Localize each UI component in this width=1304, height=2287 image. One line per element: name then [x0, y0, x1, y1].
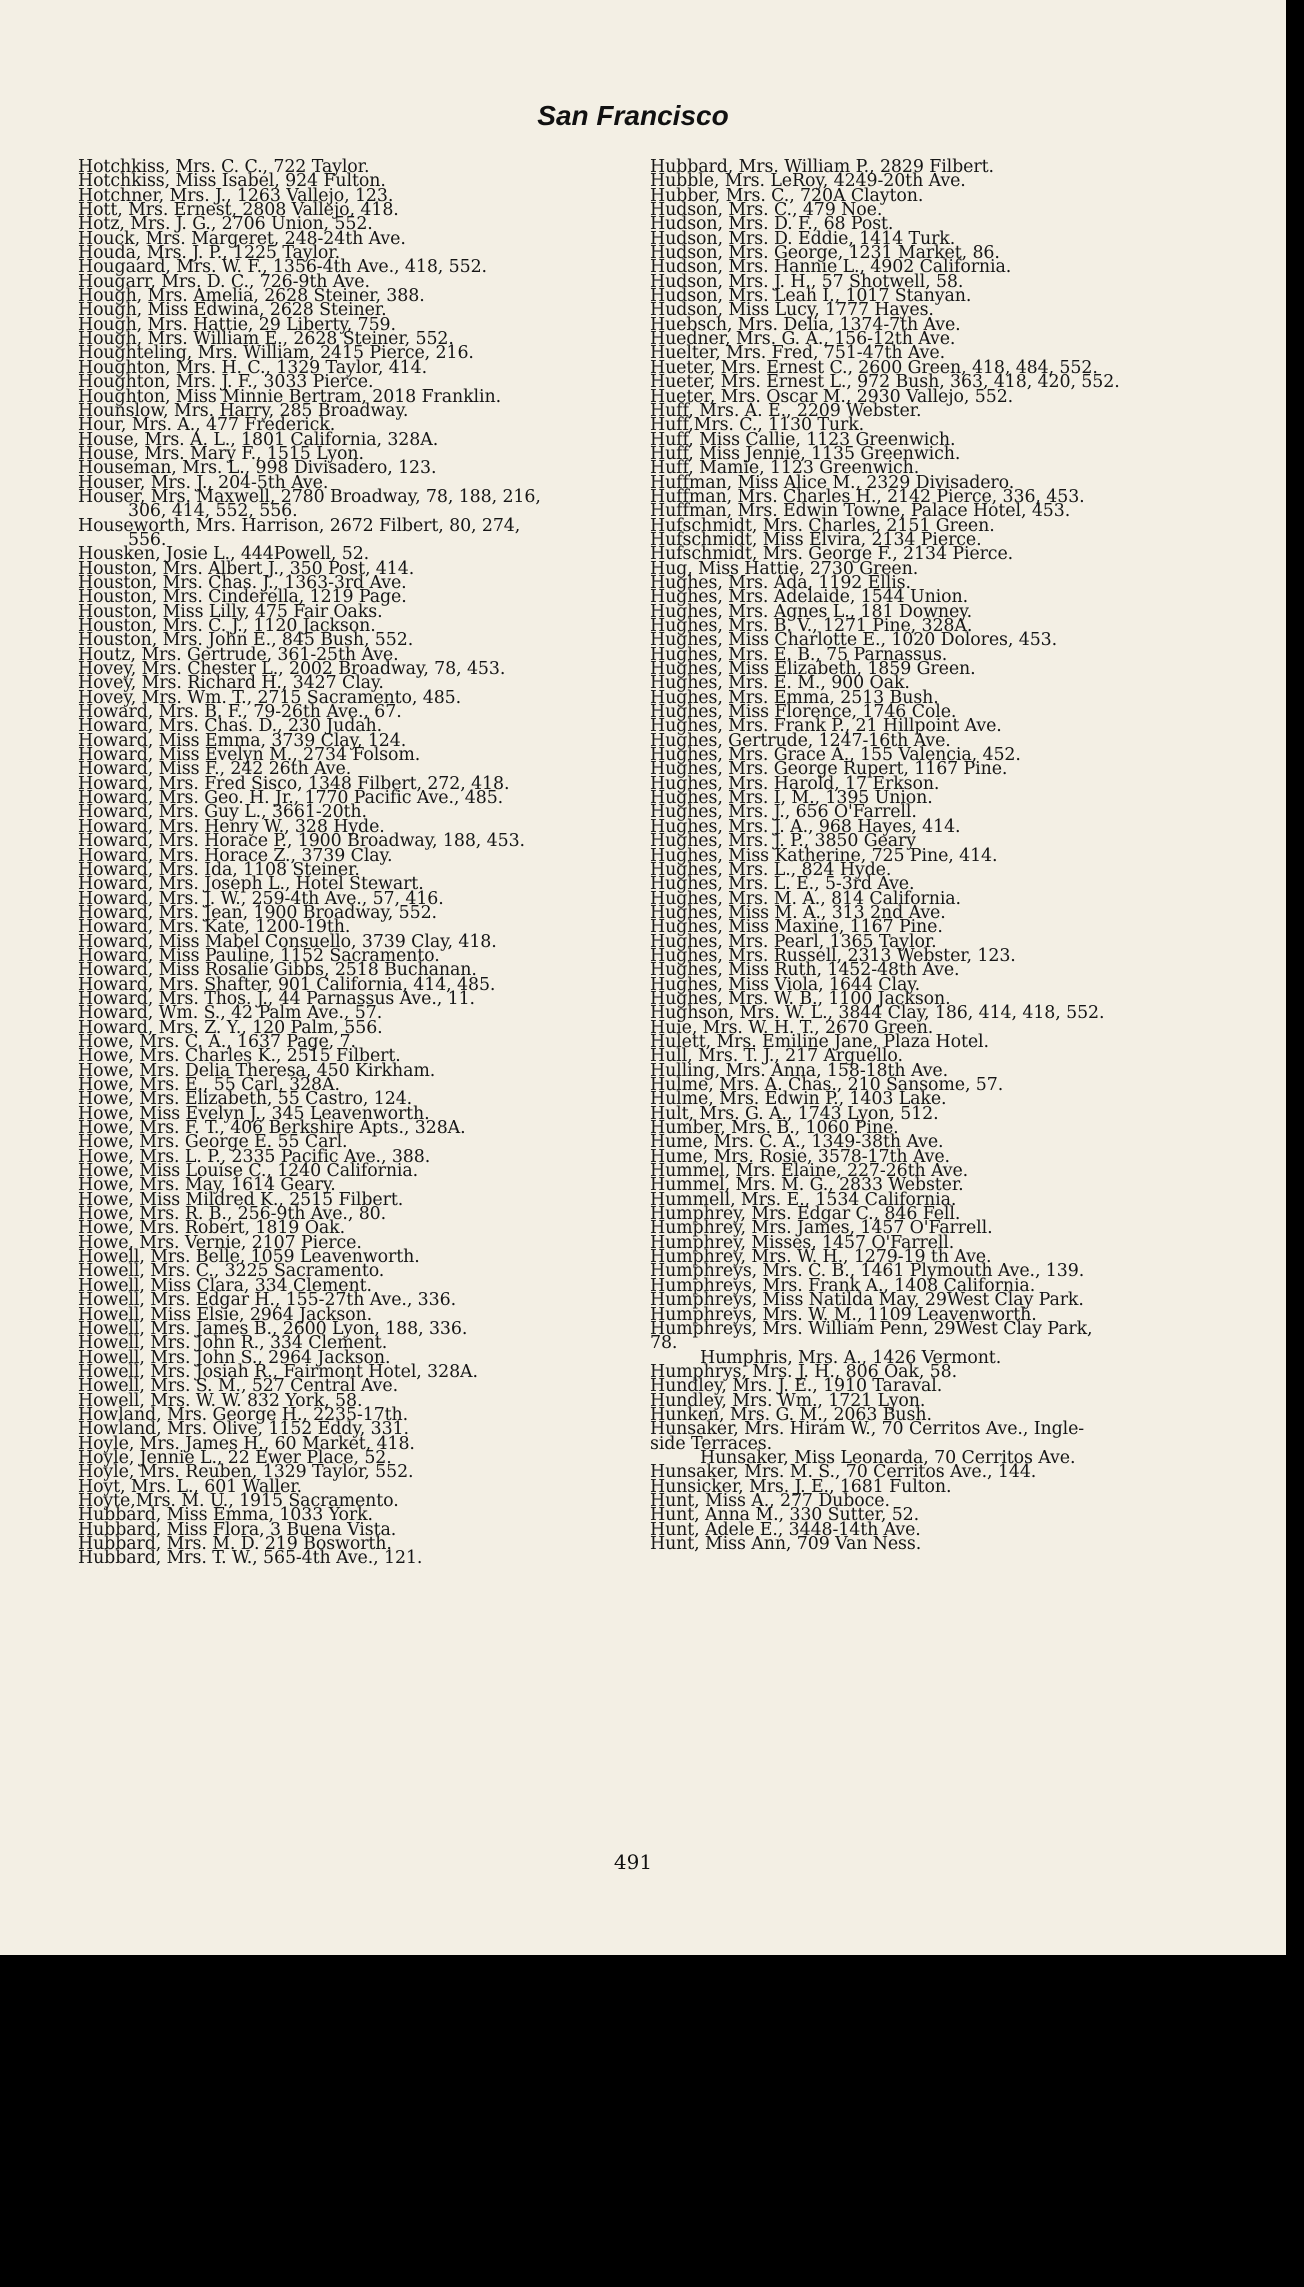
directory-entry: Hughes, Mrs. J. P., 3850 Geary [650, 831, 916, 852]
directory-entry: House, Mrs. A. L., 1801 California, 328A. [78, 429, 439, 450]
directory-entry: Hufschmidt, Mrs. George F., 2134 Pierce. [650, 544, 1014, 565]
directory-entry: Houston, Miss Lilly, 475 Fair Oaks. [78, 601, 383, 622]
directory-entry: Houghton, Mrs. H. C., 1329 Taylor, 414. [78, 357, 428, 378]
directory-entry: Hughes, Miss Katherine, 725 Pine, 414. [650, 845, 998, 866]
directory-entry: Hueter, Mrs. Oscar M., 2930 Vallejo, 552. [650, 386, 1014, 407]
directory-entry: Humphreys, Mrs. Frank A., 1408 California. [650, 1275, 1036, 1296]
directory-entry: Hotchkiss, Miss Isabel, 924 Fulton. [78, 171, 386, 192]
directory-entry: Hulett, Mrs. Emiline Jane, Plaza Hotel. [650, 1031, 989, 1052]
directory-entry: Huffman, Mrs. Charles H., 2142 Pierce, 336, 453. [650, 486, 1085, 507]
directory-entry: Hueter, Mrs. Ernest C., 2600 Green, 418, 484, 552. [650, 357, 1098, 378]
directory-entry: Hubbard, Mrs. M. D. 219 Bosworth. [78, 1534, 392, 1554]
directory-entry: Howe, Mrs. Vernie, 2107 Pierce. [78, 1232, 362, 1253]
directory-entry: Houser, Mrs. J., 204-5th Ave. [78, 472, 329, 493]
directory-entry: Hughes, Mrs. Adelaide, 1544 Union. [650, 587, 969, 608]
directory-entry: Humphreys, Mrs. W. M., 1109 Leavenworth. [650, 1304, 1037, 1325]
directory-entry-continuation: Hunsaker, Miss Leonarda, 70 Cerritos Ave. [700, 1447, 1076, 1468]
directory-entry: Howard, Mrs. Horace Z., 3739 Clay. [78, 845, 393, 866]
directory-entry: Hughes, Mrs. J., 656 O'Farrell. [650, 802, 917, 823]
directory-entry: Howard, Mrs. Kate, 1200-19th. [78, 917, 351, 938]
directory-entry: Hunken, Mrs. G. M., 2063 Bush. [650, 1404, 932, 1425]
directory-entry: Howard, Miss F., 242 26th Ave. [78, 759, 352, 780]
directory-entry: Houghteling, Mrs. William, 2415 Pierce, 216. [78, 343, 474, 364]
directory-entry: Humphrey, Mrs. James, 1457 O'Farrell. [650, 1218, 993, 1239]
directory-entry: Howe, Miss Louise C., 1240 California. [78, 1161, 419, 1182]
directory-entry: Howe, Mrs. R. B., 256-9th Ave., 80. [78, 1204, 387, 1225]
directory-entry: Hough, Miss Edwina, 2628 Steiner. [78, 300, 387, 321]
directory-entry: Hughes, Mrs. E. B., 75 Parnassus. [650, 644, 948, 665]
directory-entry: Hughes, Mrs. Russell, 2313 Webster, 123. [650, 945, 1016, 966]
directory-entry: Hughes, Mrs. E. M., 900 Oak. [650, 673, 910, 694]
directory-entry: Hougarr, Mrs. D. C., 726-9th Ave. [78, 271, 370, 292]
directory-entry: Howe, Mrs. L. P., 2335 Pacific Ave., 388. [78, 1146, 431, 1167]
directory-entry: Howard, Mrs. Guy L., 3661-20th. [78, 802, 367, 823]
directory-entry: Houston, Mrs. Albert J., 350 Post, 414. [78, 558, 415, 579]
directory-entry: Houser, Mrs. Maxwell, 2780 Broadway, 78, 188, 216, [78, 486, 541, 507]
directory-entry: Houston, Mrs. C. J., 1120 Jackson. [78, 616, 376, 636]
directory-entry: Houda, Mrs. J. P., 1225 Taylor. [78, 243, 341, 264]
directory-entry: Huff,Mrs. C., 1130 Turk. [650, 415, 865, 436]
directory-entry: Howe, Mrs. George E. 55 Carl. [78, 1132, 348, 1153]
directory-entry: Howell, Mrs. W. W. 832 York, 58. [78, 1390, 363, 1411]
directory-entry: Hug, Miss Hattie, 2730 Green. [650, 558, 919, 579]
directory-entry: Hughes, Mrs. Frank P., 21 Hillpoint Ave. [650, 716, 1002, 737]
directory-entry: Hummel, Mrs. Elaine, 227-26th Ave. [650, 1161, 969, 1182]
directory-entry: Hufschmidt, Mrs. Charles, 2151 Green. [650, 515, 995, 536]
directory-entry: Howell, Mrs. S. M., 527 Central Ave. [78, 1376, 399, 1397]
directory-entry: Howe, Mrs. Charles K., 2515 Filbert. [78, 1046, 401, 1067]
directory-entry: Huff, Mrs. A. E., 2209 Webster. [650, 400, 922, 421]
directory-entry: Howard, Mrs. J. W., 259-4th Ave., 57, 416. [78, 888, 444, 909]
page-number: 491 [613, 1850, 653, 1874]
directory-entry: Huebsch, Mrs. Delia, 1374-7th Ave. [650, 314, 961, 335]
directory-entry: Humphrey, Misses, 1457 O'Farrell. [650, 1232, 955, 1253]
directory-entry: Hughson, Mrs. W. L., 3844 Clay, 186, 414, 418, 552. [650, 1003, 1105, 1024]
directory-entry: Houseman, Mrs. L., 998 Divisadero, 123. [78, 458, 437, 479]
directory-entry: Howell, Miss Clara, 334 Clement. [78, 1275, 372, 1296]
directory-entry: Humber, Mrs. B., 1060 Pine. [650, 1118, 899, 1139]
directory-entry: Hughes, Gertrude, 1247-16th Ave. [650, 730, 951, 751]
directory-entry: Huff, Miss Jennie, 1135 Greenwich. [650, 443, 961, 464]
directory-entry: Hoyle, Mrs. James H., 60 Market, 418. [78, 1433, 415, 1454]
directory-entry: Humphreys, Miss Natilda May, 29West Clay Park. [650, 1290, 1084, 1311]
directory-entry: Hulling, Mrs. Anna, 158-18th Ave. [650, 1060, 949, 1081]
directory-entry: Hufschmidt, Miss Elvira, 2134 Pierce. [650, 529, 982, 550]
directory-entry: Hovey, Mrs. Richard H., 3427 Clay. [78, 673, 384, 694]
directory-entry: Howard, Mrs. Thos. J., 44 Parnassus Ave., 11. [78, 988, 475, 1009]
directory-entry: Hundley, Mrs. J. E., 1910 Taraval. [650, 1376, 943, 1397]
directory-entry: Hoyle, Jennie L., 22 Ewer Place, 52. [78, 1447, 392, 1468]
directory-entry: Howard, Wm. S., 42 Palm Ave., 57. [78, 1003, 383, 1024]
page-title: San Francisco [537, 100, 729, 131]
directory-entry: Hume, Mrs. Rosie, 3578-17th Ave. [650, 1146, 950, 1167]
directory-entry: Howard, Mrs. Z. Y., 120 Palm, 556. [78, 1017, 383, 1038]
directory-entry: Howell, Mrs. John S., 2964 Jackson. [78, 1347, 391, 1368]
directory-entry: Hough, Mrs. Hattie, 29 Liberty, 759. [78, 314, 396, 335]
directory-entry: Hughes, Mrs. W. B., 1100 Jackson. [650, 988, 951, 1009]
directory-entry: Huff, Mamie, 1123 Greenwich. [650, 458, 920, 479]
directory-entry: Houseworth, Mrs. Harrison, 2672 Filbert, 80, 274, [78, 515, 521, 536]
directory-entry: Hunsicker, Mrs. J. E., 1681 Fulton. [650, 1476, 952, 1497]
directory-entry: Hotz, Mrs. J. G., 2706 Union, 552. [78, 214, 373, 235]
directory-entry: Huff, Miss Callie, 1123 Greenwich. [650, 429, 956, 450]
directory-entry: Hughes, Miss Maxine, 1167 Pine. [650, 917, 943, 938]
directory-entry: Huffman, Miss Alice M., 2329 Divisadero. [650, 472, 1015, 493]
directory-entry: Howe, Mrs. C. A., 1637 Page, 7. [78, 1031, 356, 1052]
directory-entry: Hume, Mrs. C. A., 1349-38th Ave. [650, 1132, 944, 1153]
directory-entry: Howell, Mrs. James B., 2600 Lyon, 188, 336. [78, 1318, 468, 1339]
directory-entry: Hovey, Mrs. Wm. T., 2715 Sacramento, 485. [78, 687, 462, 708]
directory-entry: Hult, Mrs. G. A., 1743 Lyon, 512. [650, 1103, 939, 1124]
directory-entry: Houtz, Mrs. Gertrude, 361-25th Ave. [78, 644, 399, 665]
directory-entry: Hughes, Mrs. George Rupert, 1167 Pine. [650, 759, 1008, 780]
directory-entry: Hoyt, Mrs. L., 601 Waller. [78, 1476, 302, 1497]
directory-entry: Hughes, Miss Viola, 1644 Clay. [650, 974, 921, 995]
directory-entry: Hughes, Mrs. Pearl, 1365 Taylor. [650, 931, 937, 952]
directory-entry: Hughes, Mrs. B. V., 1271 Pine, 328A. [650, 616, 973, 636]
directory-entry: side Terraces. [650, 1433, 773, 1454]
directory-entry: Hughes, Mrs. Grace A., 155 Valencia, 452. [650, 745, 1021, 766]
directory-entry: Howard, Mrs. Shafter, 901 California, 414, 485. [78, 974, 496, 995]
directory-entry: Huie, Mrs. W. H. T., 2670 Green. [650, 1017, 934, 1038]
directory-entry: Howell, Mrs. Belle, 1059 Leavenworth. [78, 1247, 420, 1268]
directory-entry: Hughes, Mrs. M. A., 814 California. [650, 888, 961, 909]
directory-entry: Hughes, Mrs. Harold, 17 Erkson. [650, 773, 940, 794]
directory-entry: Howell, Miss Elsie, 2964 Jackson. [78, 1304, 373, 1325]
directory-entry: Hoyle, Mrs. Reuben, 1329 Taylor, 552. [78, 1462, 414, 1483]
directory-entry: Hummell, Mrs. E., 1534 California. [650, 1189, 957, 1210]
directory-entry: Hotchkiss, Mrs. C. C., 722 Taylor. [78, 157, 370, 177]
directory-entry: Hovey, Mrs. Chester L., 2002 Broadway, 78, 453. [78, 659, 506, 680]
directory-entry: Hudson, Mrs. D. Eddie, 1414 Turk. [650, 228, 956, 249]
directory-entry: Hughes, Miss Florence, 1746 Cole. [650, 702, 957, 723]
directory-entry: House, Mrs. Mary F., 1515 Lyon. [78, 443, 364, 464]
directory-entry: Howard, Miss Rosalie Gibbs, 2518 Buchanan. [78, 960, 477, 981]
directory-entry: Huffman, Mrs. Edwin Towne, Palace Hotel, 453. [650, 501, 1071, 522]
directory-entry: Humphrey, Mrs. Edgar C., 846 Fell. [650, 1204, 961, 1225]
directory-entry: Hundley, Mrs. Wm., 1721 Lyon. [650, 1390, 926, 1411]
directory-entry: Hughes, Mrs. I, M., 1395 Union. [650, 788, 933, 809]
directory-entry: Howe, Mrs. Elizabeth, 55 Castro, 124. [78, 1089, 413, 1110]
directory-entry: Housken, Josie L., 444Powell, 52. [78, 544, 370, 565]
directory-entry: Hubble, Mrs. LeRoy, 4249-20th Ave. [650, 171, 966, 192]
directory-entry: Howard, Mrs. Joseph L., Hotel Stewart. [78, 874, 424, 895]
directory-entry: Hubbard, Mrs. T. W., 565-4th Ave., 121. [78, 1548, 423, 1569]
directory-entry: Hougaard, Mrs. W. F., 1356-4th Ave., 418, 552. [78, 257, 487, 278]
directory-entry: Howe, Mrs. F. T., 406 Berkshire Apts., 328A. [78, 1118, 466, 1139]
directory-entry: Howe, Miss Mildred K., 2515 Filbert. [78, 1189, 404, 1210]
directory-entry: Hunt, Miss Ann, 709 Van Ness. [650, 1534, 922, 1554]
directory-entry: Hudson, Miss Lucy, 1777 Hayes. [650, 300, 934, 321]
directory-entry: Huelter, Mrs. Fred, 751-47th Ave. [650, 343, 946, 364]
directory-entry: Howe, Mrs. Robert, 1819 Oak. [78, 1218, 345, 1239]
directory-entry: Howard, Miss Mabel Consuello, 3739 Clay, 418. [78, 931, 497, 952]
directory-entry: Hubbard, Miss Flora, 3 Buena Vista. [78, 1519, 397, 1540]
directory-entry: Hulme, Mrs. A. Chas., 210 Sansome, 57. [650, 1075, 1004, 1095]
directory-entry: Humphrey, Mrs. W. H., 1279-19 th Ave. [650, 1247, 992, 1268]
directory-entry: Howard, Mrs. Horace P., 1900 Broadway, 188, 453. [78, 831, 525, 852]
directory-entry: Humphrys, Mrs. J. H., 806 Oak, 58. [650, 1361, 958, 1382]
directory-entry: Howard, Miss Emma, 3739 Clay, 124. [78, 730, 407, 751]
directory-entry: Howell, Mrs. C., 3225 Sacramento. [78, 1261, 385, 1282]
directory-entry: Houston, Mrs. John E., 845 Bush, 552. [78, 630, 414, 651]
directory-entry: Hunt, Adele E., 3448-14th Ave. [650, 1519, 921, 1540]
directory-entry: Hughes, Miss Elizabeth, 1859 Green. [650, 659, 976, 680]
directory-entry: Hudson, Mrs. George, 1231 Market, 86. [650, 243, 1000, 264]
directory-entry: Howard, Mrs. Chas. D., 230 Judah. [78, 716, 383, 737]
directory-entry: Hulme, Mrs. Edwin P., 1403 Lake. [650, 1089, 947, 1110]
directory-entry: Hummel, Mrs. M. G., 2833 Webster. [650, 1175, 964, 1196]
directory-entry: Howard, Mrs. Henry W., 328 Hyde. [78, 816, 385, 837]
directory-entry: Hughes, Miss M. A., 313 2nd Ave. [650, 902, 946, 923]
directory-entry: Hott, Mrs. Ernest, 2808 Vallejo, 418. [78, 200, 399, 221]
directory-entry: 78. [650, 1333, 678, 1354]
directory-entry: Hughes, Mrs. Agnes L., 181 Downey. [650, 601, 972, 622]
directory-entry: Howard, Mrs. Ida, 1108 Steiner. [78, 859, 360, 880]
directory-entry: Hubber, Mrs. C., 720A Clayton. [650, 185, 924, 206]
left-column [78, 157, 643, 1569]
directory-entry: Howland, Mrs. George H., 2235-17th. [78, 1404, 409, 1425]
directory-entry: Howe, Miss Evelyn J., 345 Leavenworth. [78, 1103, 430, 1124]
directory-entry: Howe, Mrs. E., 55 Carl, 328A. [78, 1075, 340, 1095]
directory-entry-continuation: 306, 414, 552, 556. [128, 501, 298, 522]
directory-entry: Hounslow, Mrs. Harry, 285 Broadway. [78, 400, 409, 421]
directory-entry: Howard, Miss Pauline, 1152 Sacramento. [78, 945, 440, 966]
directory-entry: Hughes, Mrs. L., 824 Hyde. [650, 859, 892, 880]
right-column [650, 157, 1230, 1554]
directory-entry: Hunt, Anna M., 330 Sutter, 52. [650, 1505, 920, 1526]
directory-entry: Huedner, Mrs. G. A., 156-12th Ave. [650, 329, 956, 350]
directory-entry: Hudson, Mrs. Leah I., 1017 Stanyan. [650, 286, 972, 307]
directory-entry: Hull, Mrs. T. J., 217 Arguello. [650, 1046, 903, 1067]
directory-entry: Houston, Mrs. Cinderella, 1219 Page. [78, 587, 407, 608]
directory-entry: Howard, Miss Evelyn M., 2734 Folsom. [78, 745, 421, 766]
directory-entry: Hudson, Mrs. J. H., 57 Shotwell, 58. [650, 271, 964, 292]
directory-entry: Howland, Mrs. Olive, 1152 Eddy, 331. [78, 1419, 409, 1440]
directory-entry: Houck, Mrs. Margeret, 248-24th Ave. [78, 228, 406, 249]
directory-entry: Hunt, Miss A., 277 Duboce. [650, 1490, 890, 1511]
directory-entry: Hubbard, Mrs. William P., 2829 Filbert. [650, 157, 994, 177]
directory-entry: Hughes, Miss Ruth, 1452-48th Ave. [650, 960, 960, 981]
directory-entry: Houston, Mrs. Chas. J., 1363-3rd Ave. [78, 572, 407, 593]
directory-entry: Howard, Mrs. Geo. H. Jr., 1770 Pacific Ave., 485. [78, 788, 504, 809]
directory-entry: Howe, Mrs. Delia Theresa, 450 Kirkham. [78, 1060, 436, 1081]
directory-entry: Houghton, Miss Minnie Bertram, 2018 Franklin. [78, 386, 502, 407]
directory-entry: Howard, Mrs. Fred Sisco, 1348 Filbert, 272, 418. [78, 773, 510, 794]
directory-entry: Hotchner, Mrs. J., 1263 Vallejo, 123. [78, 185, 394, 206]
directory-entry: Hough, Mrs. William E., 2628 Steiner, 552. [78, 329, 454, 350]
directory-entry: Hughes, Miss Charlotte E., 1020 Dolores, 453. [650, 630, 1058, 651]
directory-entry: Howell, Mrs. Josiah R., Fairmont Hotel, 328A. [78, 1361, 478, 1382]
directory-entry-continuation: 556. [128, 529, 167, 550]
directory-entry: Humphreys, Mrs. William Penn, 29West Clay Park, [650, 1318, 1093, 1339]
directory-entry: Hoyte,Mrs. M. U., 1915 Sacramento. [78, 1490, 399, 1511]
directory-entry: Howe, Mrs. May, 1614 Geary. [78, 1175, 336, 1196]
directory-entry: Hubbard, Miss Emma, 1033 York. [78, 1505, 373, 1526]
directory-entry: Hughes, Mrs. J. A., 968 Hayes, 414. [650, 816, 961, 837]
directory-entry: Hour, Mrs. A., 477 Frederick. [78, 415, 336, 436]
directory-entry: Howard, Mrs. Jean, 1900 Broadway, 552. [78, 902, 437, 923]
directory-entry: Hough, Mrs. Amelia, 2628 Steiner, 388. [78, 286, 425, 307]
directory-entry: Hughes, Mrs. Ada, 1192 Ellis. [650, 572, 911, 593]
directory-entry-continuation: Humphris, Mrs. A., 1426 Vermont. [700, 1347, 1002, 1368]
directory-entry: Hughes, Mrs. Emma, 2513 Bush. [650, 687, 939, 708]
directory-entry: Humphreys, Mrs. C. B., 1461 Plymouth Ave., 139. [650, 1261, 1085, 1282]
directory-entry: Hueter, Mrs. Ernest L., 972 Bush, 363, 418, 420, 552. [650, 372, 1120, 393]
directory-entry: Hudson, Mrs. D. F., 68 Post. [650, 214, 894, 235]
directory-entry: Hunsaker, Mrs. Hiram W., 70 Cerritos Ave., Ingle- [650, 1419, 1085, 1440]
directory-entry: Hudson, Mrs. Hannie L., 4902 California. [650, 257, 1012, 278]
directory-entry: Howell, Mrs. John R., 334 Clement. [78, 1333, 388, 1354]
directory-entry: Hunsaker, Mrs. M. S., 70 Cerritos Ave., 144. [650, 1462, 1037, 1483]
directory-entry: Howard, Mrs. B. F., 79-26th Ave., 67. [78, 702, 402, 723]
directory-entry: Hughes, Mrs. L. E., 5-3rd Ave. [650, 874, 915, 895]
directory-entry: Houghton, Mrs. J. F., 3033 Pierce. [78, 372, 374, 393]
directory-entry: Hudson, Mrs. C., 479 Noe. [650, 200, 883, 221]
directory-entry: Howell, Mrs. Edgar H., 155-27th Ave., 336. [78, 1290, 457, 1311]
